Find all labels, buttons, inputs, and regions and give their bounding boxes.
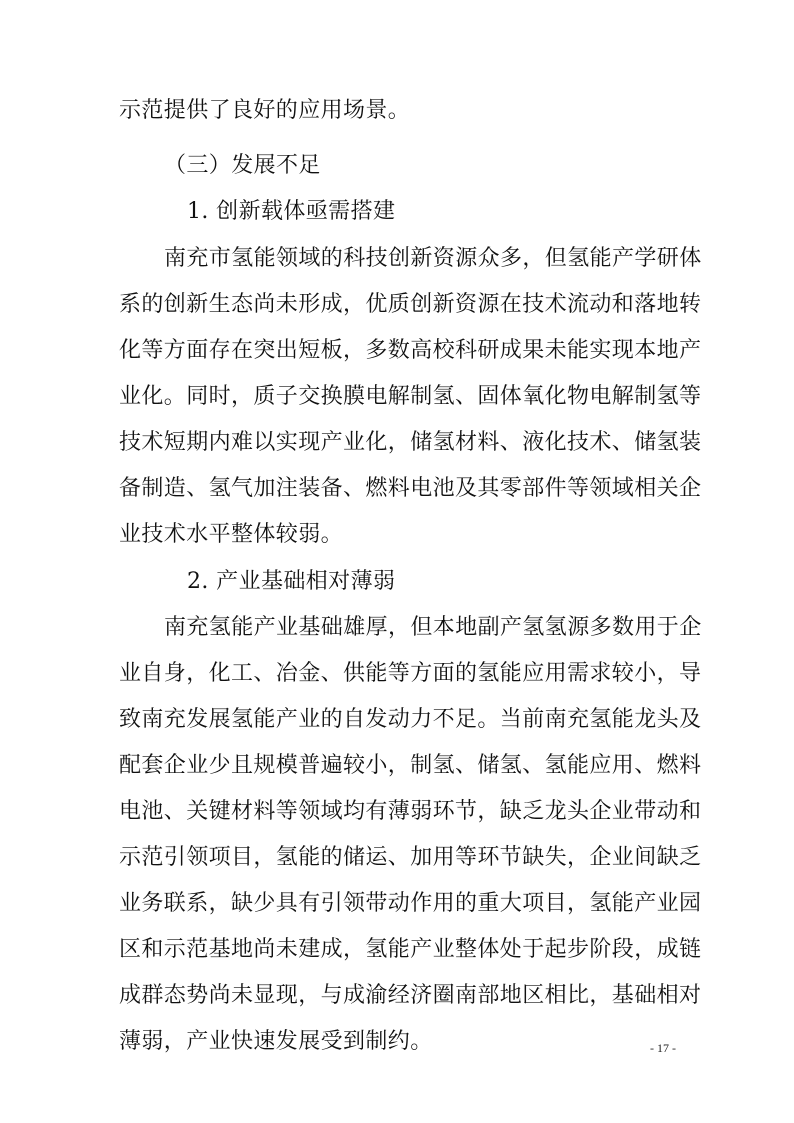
- paragraph-1-line: 技术短期内难以实现产业化，储氢材料、液化技术、储氢装: [119, 430, 702, 455]
- paragraph-2-line: 区和示范基地尚未建成，氢能产业整体处于起步阶段，成链: [119, 937, 702, 962]
- paragraph-2-line: 南充氢能产业基础雄厚，但本地副产氢氢源多数用于企: [164, 615, 702, 640]
- paragraph-2-line: 业自身，化工、冶金、供能等方面的氢能应用需求较小，导: [119, 661, 702, 686]
- paragraph-2-line: 配套企业少且规模普遍较小，制氢、储氢、氢能应用、燃料: [119, 753, 702, 778]
- paragraph-1-line: 化等方面存在突出短板，多数高校科研成果未能实现本地产: [119, 338, 702, 363]
- page-number: - 17 -: [650, 1041, 676, 1055]
- paragraph-1-line: 业技术水平整体较弱。: [119, 522, 344, 547]
- paragraph-2-line: 业务联系，缺少具有引领带动作用的重大项目，氢能产业园: [119, 891, 702, 916]
- subsection-heading-1: 1. 创新载体亟需搭建: [187, 199, 396, 224]
- section-heading: （三）发展不足: [164, 153, 321, 178]
- opening-line: 示范提供了良好的应用场景。: [119, 98, 411, 123]
- paragraph-2-line: 薄弱，产业快速发展受到制约。: [119, 1029, 433, 1054]
- paragraph-1-line: 系的创新生态尚未形成，优质创新资源在技术流动和落地转: [119, 292, 702, 317]
- paragraph-2-line: 示范引领项目，氢能的储运、加用等环节缺失，企业间缺乏: [119, 845, 702, 870]
- paragraph-2-line: 电池、关键材料等领域均有薄弱环节，缺乏龙头企业带动和: [119, 799, 702, 824]
- paragraph-2-line: 成群态势尚未显现，与成渝经济圈南部地区相比，基础相对: [119, 983, 702, 1008]
- paragraph-1-line: 业化。同时，质子交换膜电解制氢、固体氧化物电解制氢等: [119, 384, 702, 409]
- paragraph-1-line: 备制造、氢气加注装备、燃料电池及其零部件等领域相关企: [119, 476, 702, 501]
- subsection-heading-2: 2. 产业基础相对薄弱: [187, 569, 396, 594]
- paragraph-2-line: 致南充发展氢能产业的自发动力不足。当前南充氢能龙头及: [119, 707, 702, 732]
- paragraph-1-line: 南充市氢能领域的科技创新资源众多，但氢能产学研体: [164, 246, 702, 271]
